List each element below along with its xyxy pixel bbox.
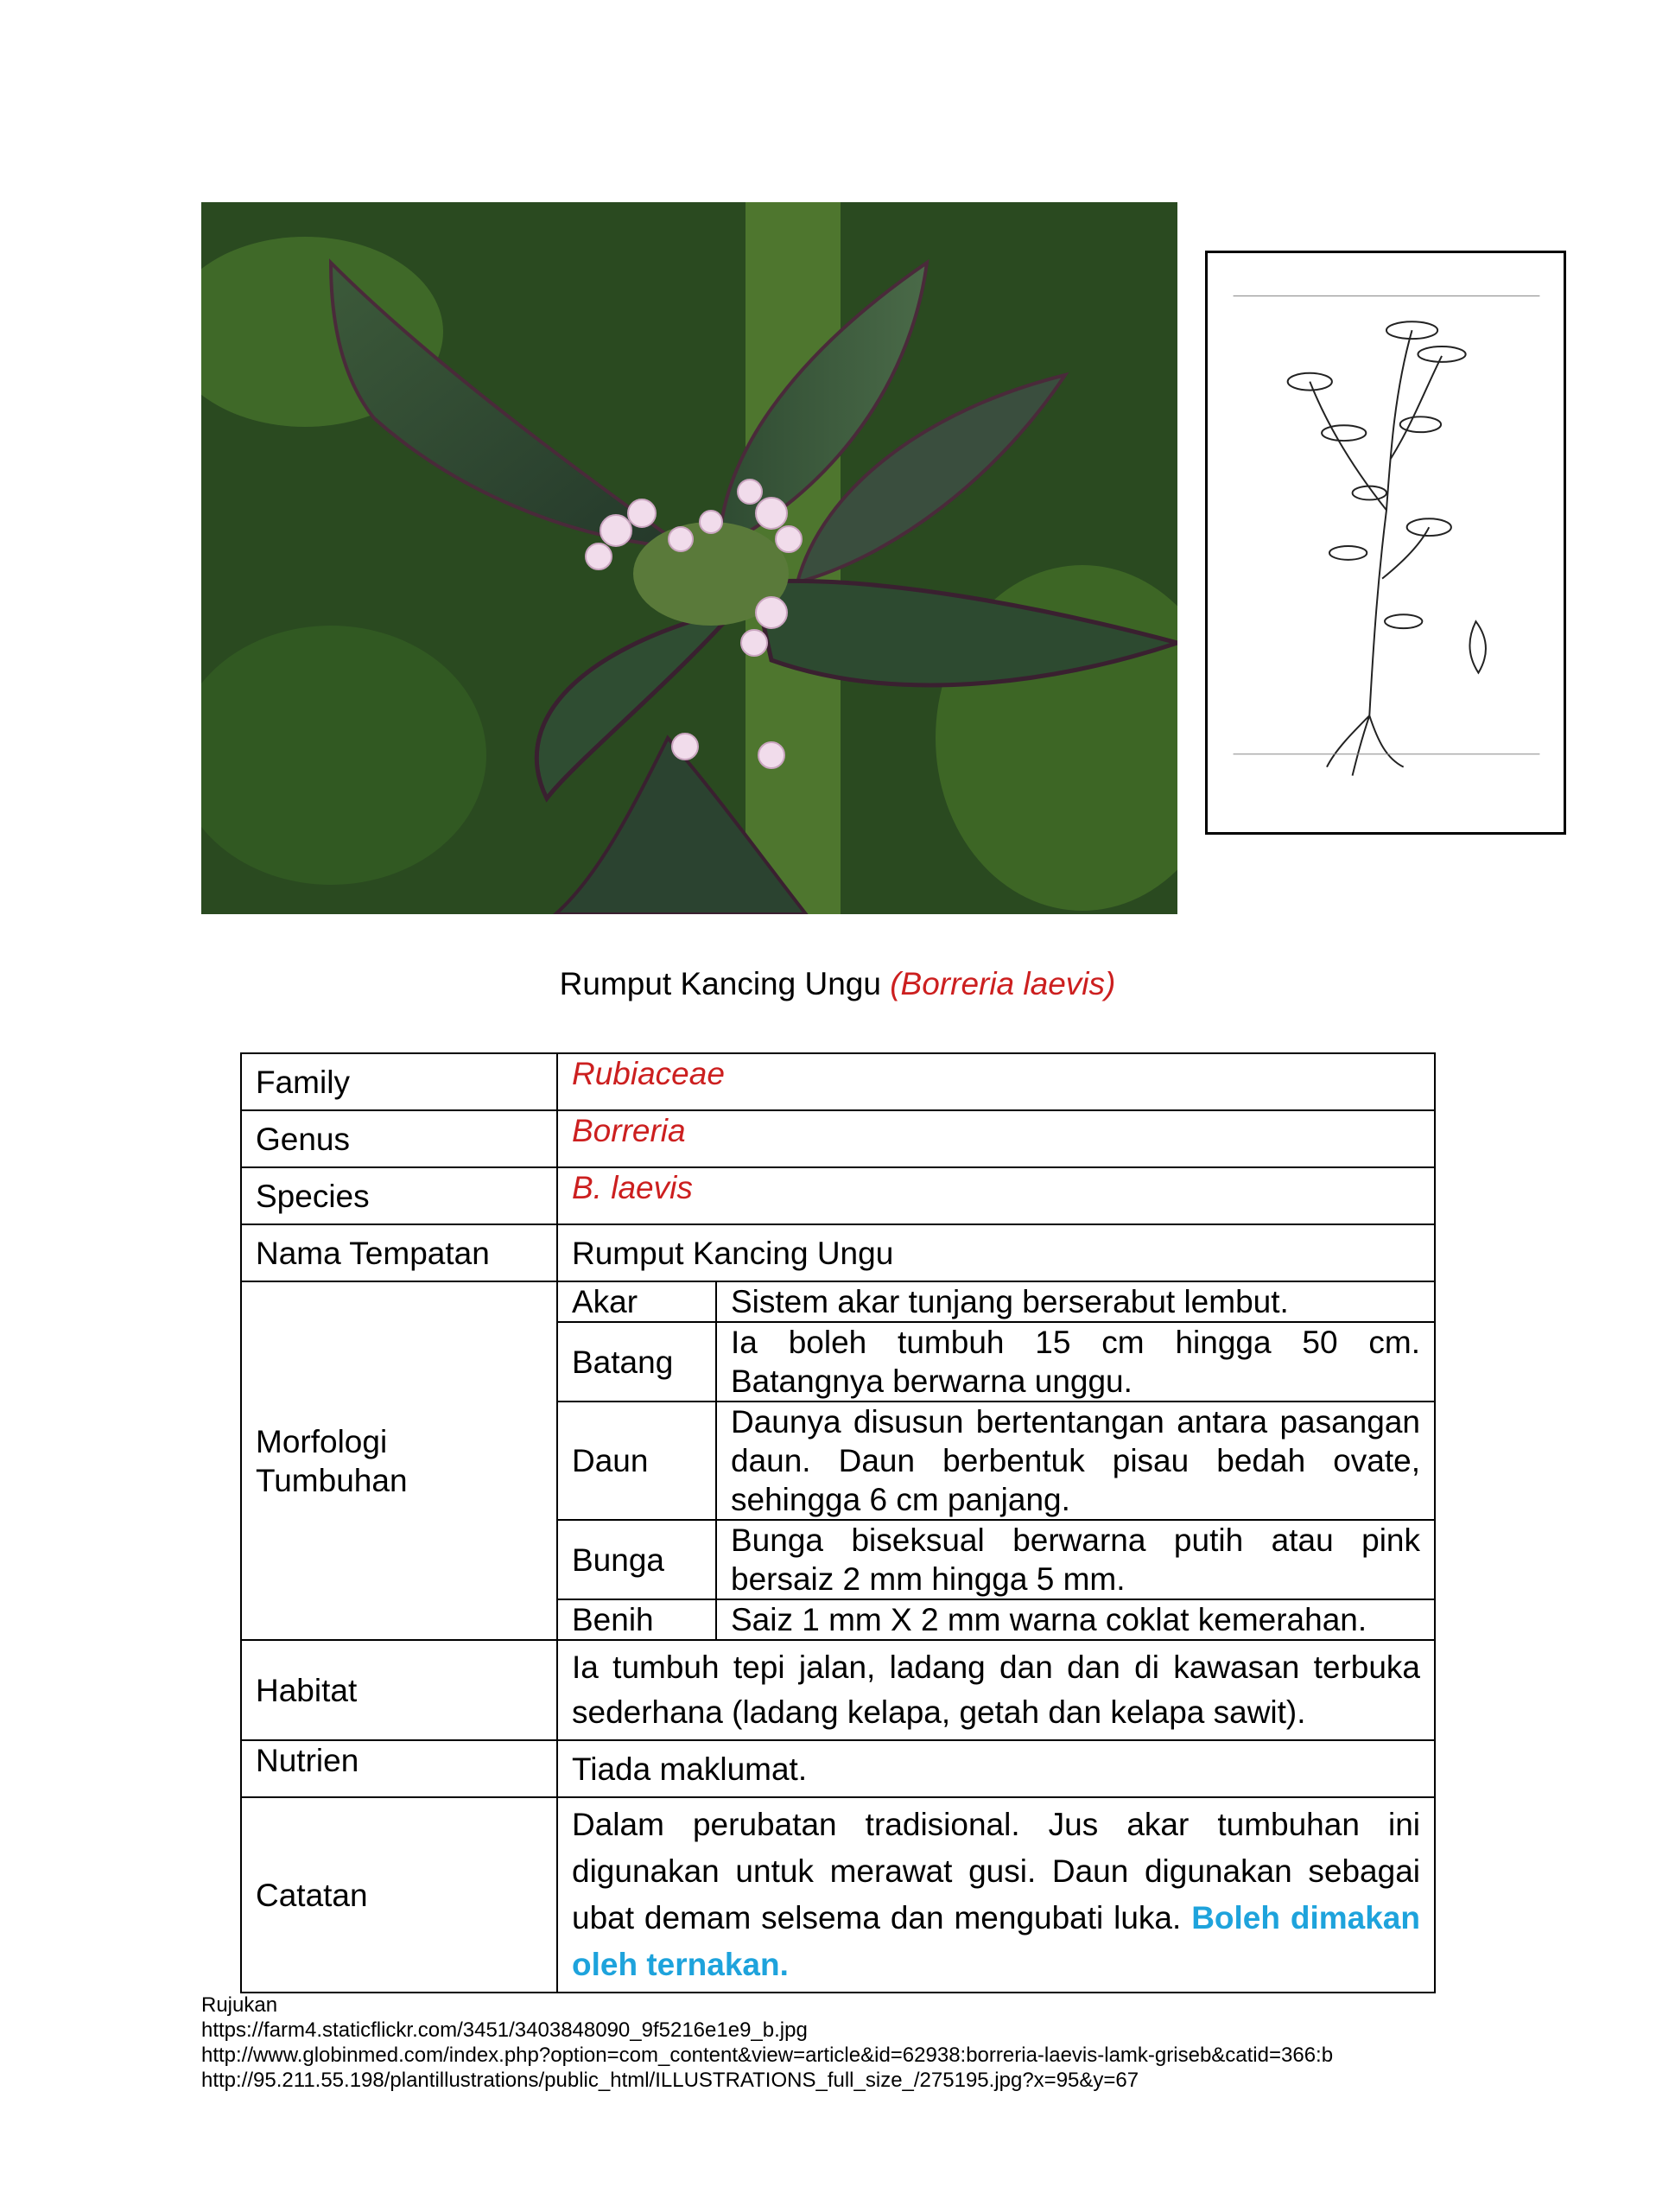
genus-value: Borreria [557, 1110, 1435, 1167]
morphology-label-line2: Tumbuhan [256, 1462, 408, 1498]
morphology-label [241, 1281, 557, 1640]
table-row [241, 1224, 1435, 1281]
morphology-desc: Bunga biseksual berwarna putih atau pink bersaiz 2 mm hingga 5 mm. [716, 1520, 1435, 1599]
morphology-part: Benih [557, 1599, 716, 1640]
table-row [241, 1053, 1435, 1110]
morphology-part: Bunga [557, 1520, 716, 1599]
morphology-part: Batang [557, 1322, 716, 1402]
table-row [241, 1640, 1435, 1740]
morphology-desc: Ia boleh tumbuh 15 cm hingga 50 cm. Batangnya berwarna unggu. [716, 1322, 1435, 1402]
reference-link[interactable]: http://www.globinmed.com/index.php?option=com_content&view=article&id=62938:borreria-laevis-lamk-griseb&catid=366:b [201, 2044, 1334, 2067]
notes-highlight: Boleh dimakan oleh ternakan. [572, 1900, 1420, 1982]
table-row [241, 1797, 1435, 1993]
family-value: Rubiaceae [557, 1053, 1435, 1110]
species-value: B. laevis [557, 1167, 1435, 1224]
scientific-name: (Borreria laevis) [890, 966, 1116, 1001]
table-row [241, 1281, 1435, 1322]
notes-value [557, 1797, 1435, 1993]
plant-caption [0, 966, 1675, 1002]
habitat-label: Habitat [241, 1640, 557, 1740]
table-row [241, 1110, 1435, 1167]
morphology-desc: Sistem akar tunjang berserabut lembut. [716, 1281, 1435, 1322]
reference-link[interactable]: https://farm4.staticflickr.com/3451/3403848090_9f5216e1e9_b.jpg [201, 2018, 808, 2042]
genus-label: Genus [241, 1110, 557, 1167]
morphology-label-line1: Morfologi [256, 1423, 388, 1459]
notes-text: Dalam perubatan tradisional. Jus akar tumbuhan ini digunakan untuk merawat gusi. Daun digunakan sebagai ubat demam selsema dan mengubati luka. [572, 1807, 1420, 1936]
references [201, 1993, 1333, 2093]
table-row [241, 1740, 1435, 1797]
morphology-desc: Saiz 1 mm X 2 mm warna coklat kemerahan. [716, 1599, 1435, 1640]
reference-link[interactable]: http://95.211.55.198/plantillustrations/public_html/ILLUSTRATIONS_full_size_/275195.jpg?x=95&y=67 [201, 2069, 1139, 2092]
common-name: Rumput Kancing Ungu [559, 966, 881, 1001]
family-label: Family [241, 1053, 557, 1110]
morphology-part: Daun [557, 1402, 716, 1520]
local-name-value: Rumput Kancing Ungu [557, 1224, 1435, 1281]
plant-info-table [240, 1052, 1436, 1993]
morphology-desc: Daunya disusun bertentangan antara pasangan daun. Daun berbentuk pisau bedah ovate, sehingga 6 cm panjang. [716, 1402, 1435, 1520]
local-name-label: Nama Tempatan [241, 1224, 557, 1281]
nutrient-value: Tiada maklumat. [557, 1740, 1435, 1797]
notes-label: Catatan [241, 1797, 557, 1993]
species-label: Species [241, 1167, 557, 1224]
botanical-illustration [1205, 251, 1566, 835]
morphology-part: Akar [557, 1281, 716, 1322]
table-row [241, 1167, 1435, 1224]
habitat-value: Ia tumbuh tepi jalan, ladang dan dan di kawasan terbuka sederhana (ladang kelapa, getah dan kelapa sawit). [557, 1640, 1435, 1740]
nutrient-label: Nutrien [241, 1740, 557, 1797]
references-heading: Rujukan [201, 1993, 278, 2017]
plant-photo [201, 202, 1177, 914]
